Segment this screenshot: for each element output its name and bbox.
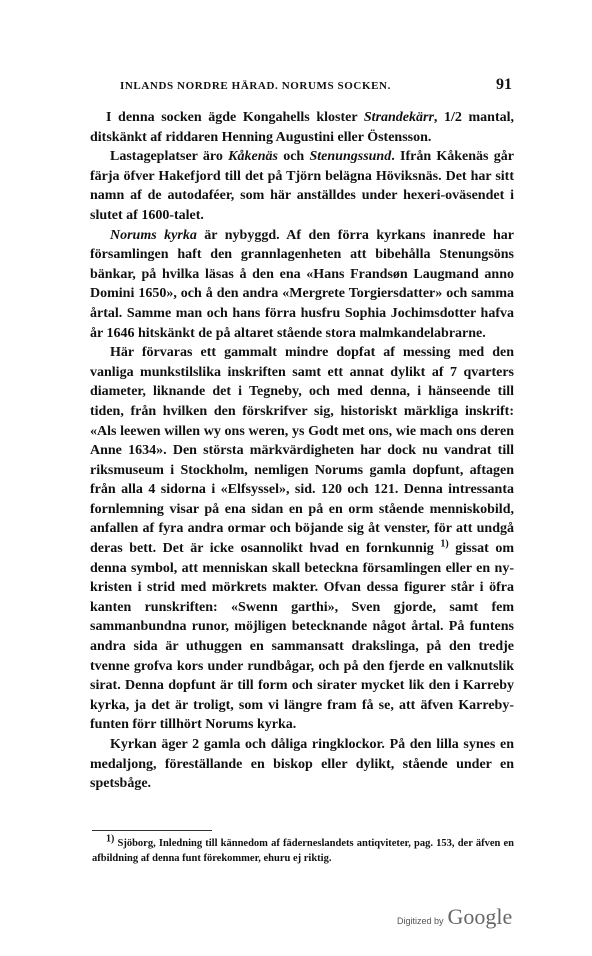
paragraph xyxy=(90,343,514,735)
running-header xyxy=(92,76,512,98)
body-text xyxy=(90,108,514,794)
text-run: är nybyggd. Af den förra kyrkans inanrede har församlingen haft den grannlagenheten att bibehålla Stenungsöns bänkar, på hvilka läsas å den ena «Hans Frandsøn Laugmand anno Domini 1650», och å den andra «Mergrete Torgiersdatter» och samma årtal. Samme man och hans förra husfru Sophia Jochimsdotter hafva år 1646 hitskänkt de på altaret stående stora malmkandelabrarne. xyxy=(90,227,514,341)
italic-term: Stenungssund xyxy=(309,149,392,165)
paragraph xyxy=(90,108,514,147)
text-run: . Ifrån Kåkenäs går färja öfver Hakefjord till det på Tjörn belägna Höviksnäs. Det har sitt namn af de autodaféer, som här anställdes under hexeri-oväsendet i slutet af 1600-talet. xyxy=(90,149,514,223)
google-logo: Google xyxy=(447,904,513,929)
paragraph xyxy=(90,735,514,794)
page-number: 91 xyxy=(496,76,512,93)
paragraph xyxy=(90,226,514,344)
footnote-marker: 1) xyxy=(106,833,115,845)
italic-term: Norums kyrka xyxy=(110,227,197,243)
text-run: I denna socken ägde Kongahells kloster xyxy=(106,110,364,125)
text-run: och xyxy=(277,149,310,165)
italic-term: Strandekärr xyxy=(363,110,434,125)
footnote-reference: 1) xyxy=(440,538,449,550)
italic-term: Kåkenäs xyxy=(228,149,278,165)
running-title: INLANDS NORDRE HÄRAD. NORUMS SOCKEN. xyxy=(120,80,391,92)
text-run: gissat om denna symbol, att menniskan skall beteckna församlingen eller en ny-kristen i strid med mörkrets makter. Ofvan dessa figurer står i öfra kanten runskriften: «Swenn garthi», Sven gjorde, samt fem sammanbundna runor, möjligen betecknande något årtal. På funtens andra sida är uthuggen en sammansatt drakslinga, på den tredje tvenne grofva kors under rundbågar, och på den fjerde en valknutslik sirat. Denna dopfunt är till form och sirater mycket lik den i Karreby kyrka, ja det är troligt, som vi längre fram få se, att äfven Karreby-funten förr tillhört Norums kyrka. xyxy=(90,541,514,733)
footnote xyxy=(92,833,514,866)
text-run: Kyrkan äger 2 gamla och dåliga ringklockor. På den lilla synes en medaljong, föreställande en biskop eller dylikt, stående under en spetsbåge. xyxy=(90,737,514,792)
text-run: Lastageplatser äro xyxy=(110,149,229,165)
digitized-watermark xyxy=(397,904,537,934)
watermark-prefix: Digitized by xyxy=(397,916,444,926)
text-run: Här förvaras ett gammalt mindre dopfat af messing med den vanliga munkstilslika inskriften samt ett annat dylikt af 7 qvarters diameter, liknande det i Tegneby, och med denna, i hänseende till tiden, från hvilken den förskrifver sig, historiskt märkliga inskrift: «Als leewen willen wy ons weren, ys Godt met ons, wie mach ons deren Anne 1634». Den största märkvärdigheten har dock nu vandrat till riksmuseum i Stockholm, nemligen Norums gamla dopfunt, aftagen från alla 4 sidorna i «Elfsyssel», sid. 120 och 121. Denna intressanta fornlemning visar på ena sidan en på en orm stående menniskobild, anfallen af fyra andra ormar och böjande sig åt venster, för att undgå deras bett. Det är icke osannolikt hvad en fornkunnig xyxy=(90,345,514,557)
footnote-text: Sjöborg, Inledning till kännedom af fäderneslandets antiqviteter, pag. 153, der äfven en afbildning af denna funt förekommer, ehuru ej riktig. xyxy=(92,838,514,864)
footnote-divider xyxy=(92,830,212,831)
paragraph xyxy=(90,147,514,225)
text-run: , 1/2 mantal, ditskänkt af riddaren Henning Augustini eller Östensson. xyxy=(90,110,514,145)
